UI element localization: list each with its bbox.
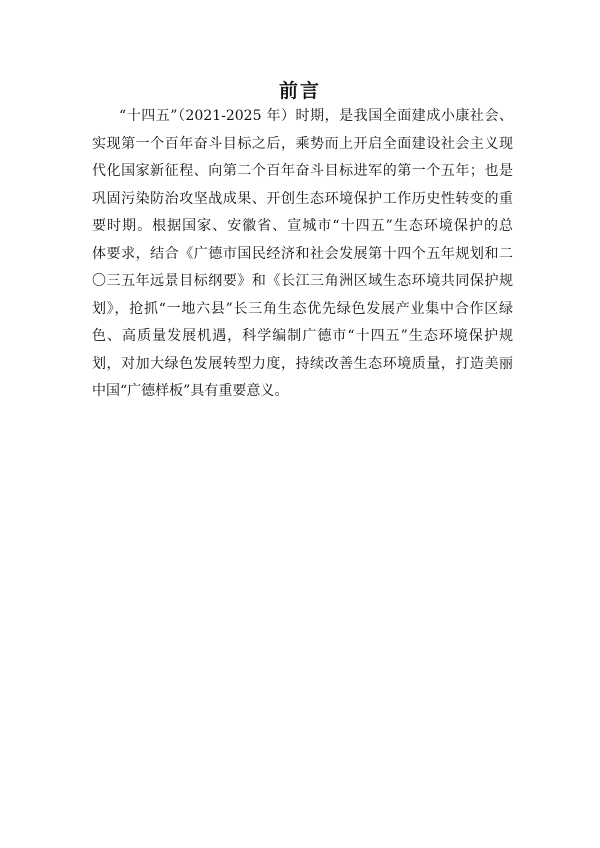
paragraph-line: 中国“广德样板”具有重要意义。 <box>92 383 289 399</box>
paragraph-line: 巩固污染防治攻坚战成果、开创生态环境保护工作历史性转变的重 <box>92 190 513 207</box>
paragraph-line: 体要求，结合《广德市国民经济和社会发展第十四个五年规划和二 <box>92 245 513 262</box>
paragraph-line: “十四五”（2021-2025 年）时期，是我国全面建成小康社会、 <box>119 108 513 124</box>
paragraph-line: 实现第一个百年奋斗目标之后，乘势而上开启全面建设社会主义现 <box>92 135 513 152</box>
paragraph-line: 〇三五年远景目标纲要》和《长江三角洲区域生态环境共同保护规 <box>92 273 513 289</box>
paragraph-line: 要时期。根据国家、安徽省、宣城市“十四五”生态环境保护的总 <box>92 218 513 234</box>
page-title: 前言 <box>278 80 321 102</box>
foreword-paragraph <box>92 103 513 406</box>
paragraph-line: 划，对加大绿色发展转型力度，持续改善生态环境质量，打造美丽 <box>92 355 513 372</box>
paragraph-line: 代化国家新征程、向第二个百年奋斗目标进军的第一个五年；也是 <box>92 163 513 179</box>
paragraph-line: 色、高质量发展机遇，科学编制广德市“十四五”生态环境保护规 <box>92 328 513 344</box>
paragraph-line: 划》，抢抓“一地六县”长三角生态优先绿色发展产业集中合作区绿 <box>92 300 513 317</box>
